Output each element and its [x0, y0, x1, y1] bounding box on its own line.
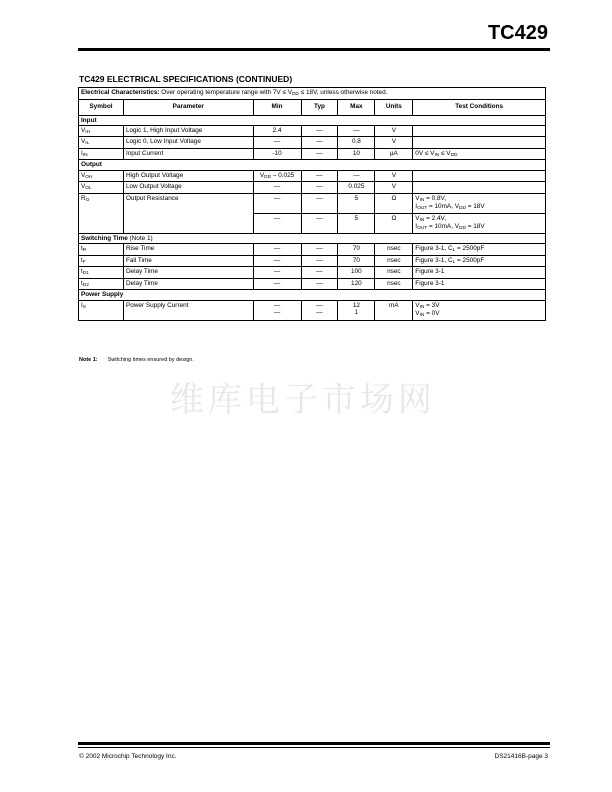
col-typ: Typ: [301, 99, 338, 115]
units-cell: V: [375, 125, 413, 137]
max-cell: 5: [338, 193, 375, 213]
parameter-cell: Output Resistance: [123, 193, 253, 233]
max-cell: —: [338, 125, 375, 137]
ec-cell: [79, 88, 546, 100]
units-cell: µA: [375, 148, 413, 160]
spec-table: [78, 87, 546, 321]
col-test-conditions: Test Conditions: [413, 99, 546, 115]
section-label: Output: [79, 160, 546, 170]
min-cell: —: [253, 244, 301, 256]
conditions-cell: $V_{IN} = 2.4V$, $I_{OUT} = 10mA$, $V_{DD} = 18V$: [413, 213, 546, 233]
units-cell: Ω: [375, 193, 413, 213]
section-title: TC429 ELECTRICAL SPECIFICATIONS (CONTINUED): [79, 74, 293, 84]
ec-row: [79, 88, 546, 100]
max-cell: 0.8: [338, 137, 375, 149]
conditions-cell: [413, 125, 546, 137]
symbol-cell: $t_F$: [79, 255, 124, 267]
section-label: Switching Time (Note 1): [79, 233, 546, 243]
symbol-cell: $R_O$: [79, 193, 124, 233]
ec-label: Electrical Characteristics:: [81, 89, 160, 96]
max-cell: 10: [338, 148, 375, 160]
typ-cell: —: [301, 267, 338, 279]
table-row: [79, 300, 546, 320]
table-row: [79, 244, 546, 256]
units-cell: nsec: [375, 244, 413, 256]
col-max: Max: [338, 99, 375, 115]
conditions-cell: Figure 3-1, $C_L = 2500pF$: [413, 255, 546, 267]
min-cell: $V_{DD} - 0.025$: [253, 170, 301, 182]
typ-cell: —: [301, 278, 338, 290]
table-row: [79, 137, 546, 149]
max-cell: —: [338, 170, 375, 182]
conditions-cell: Figure 3-1: [413, 278, 546, 290]
typ-cell: —: [301, 148, 338, 160]
min-cell: — —: [253, 300, 301, 320]
units-cell: Ω: [375, 213, 413, 233]
table-row: [79, 170, 546, 182]
header-row: [79, 99, 546, 115]
typ-cell: —: [301, 255, 338, 267]
units-cell: nsec: [375, 267, 413, 279]
parameter-cell: Delay Time: [123, 278, 253, 290]
col-units: Units: [375, 99, 413, 115]
conditions-cell: Figure 3-1, $C_L = 2500pF$: [413, 244, 546, 256]
max-cell: 12 1: [338, 300, 375, 320]
section-label: Power Supply: [79, 290, 546, 300]
section-label: Input: [79, 115, 546, 125]
min-cell: 2.4: [253, 125, 301, 137]
units-cell: nsec: [375, 255, 413, 267]
symbol-cell: $V_{OL}$: [79, 182, 124, 194]
max-cell: 120: [338, 278, 375, 290]
units-cell: mA: [375, 300, 413, 320]
parameter-cell: Logic 1, High Input Voltage: [123, 125, 253, 137]
note-text: Switching times ensured by design.: [107, 357, 194, 363]
parameter-cell: Low Output Voltage: [123, 182, 253, 194]
table-row: [79, 255, 546, 267]
units-cell: nsec: [375, 278, 413, 290]
parameter-cell: Input Current: [123, 148, 253, 160]
parameter-cell: Logic 0, Low Input Voltage: [123, 137, 253, 149]
parameter-cell: Delay Time: [123, 267, 253, 279]
typ-cell: —: [301, 244, 338, 256]
symbol-cell: $t_{D1}$: [79, 267, 124, 279]
min-cell: —: [253, 193, 301, 213]
ec-text-2: ≤ 18V, unless otherwise noted.: [298, 89, 388, 96]
section-row-switching: [79, 233, 546, 243]
symbol-cell: $t_R$: [79, 244, 124, 256]
table-row: [79, 278, 546, 290]
max-cell: 100: [338, 267, 375, 279]
symbol-cell: $I_S$: [79, 300, 124, 320]
header-rule: [78, 48, 550, 51]
ec-sub: DD: [291, 92, 299, 97]
symbol-cell: $V_{OH}$: [79, 170, 124, 182]
table-row: [79, 148, 546, 160]
col-min: Min: [253, 99, 301, 115]
max-cell: 70: [338, 244, 375, 256]
page-number: DS21416B-page 3: [494, 753, 548, 760]
parameter-cell: Rise Time: [123, 244, 253, 256]
table-row: [79, 193, 546, 213]
copyright-text: © 2002 Microchip Technology Inc.: [79, 753, 177, 760]
min-cell: —: [253, 255, 301, 267]
table-row: [79, 125, 546, 137]
conditions-cell: $0V \le V_{IN} \le V_{DD}$: [413, 148, 546, 160]
footer-rule-thick: [78, 742, 550, 745]
note-label: Note 1:: [79, 357, 98, 363]
typ-cell: —: [301, 125, 338, 137]
parameter-cell: High Output Voltage: [123, 170, 253, 182]
units-cell: V: [375, 182, 413, 194]
table-note: [79, 357, 194, 363]
col-parameter: Parameter: [123, 99, 253, 115]
max-cell: 5: [338, 213, 375, 233]
typ-cell: —: [301, 137, 338, 149]
typ-cell: —: [301, 182, 338, 194]
symbol-cell: $I_{IN}$: [79, 148, 124, 160]
max-cell: 70: [338, 255, 375, 267]
col-symbol: Symbol: [79, 99, 124, 115]
conditions-cell: Figure 3-1: [413, 267, 546, 279]
symbol-cell: $V_{IH}$: [79, 125, 124, 137]
page-header-title: TC429: [487, 22, 548, 44]
conditions-cell: [413, 182, 546, 194]
table-row: [79, 267, 546, 279]
units-cell: V: [375, 137, 413, 149]
max-cell: 0.025: [338, 182, 375, 194]
conditions-cell: [413, 137, 546, 149]
typ-cell: —: [301, 193, 338, 213]
typ-cell: — —: [301, 300, 338, 320]
section-row-power: [79, 290, 546, 300]
table-row: [79, 182, 546, 194]
min-cell: —: [253, 278, 301, 290]
symbol-cell: $t_{D2}$: [79, 278, 124, 290]
typ-cell: —: [301, 213, 338, 233]
section-row-input: [79, 115, 546, 125]
footer-rule-thin: [78, 747, 550, 748]
ec-text-1: Over operating temperature range with 7V ≤ V: [159, 89, 292, 96]
conditions-cell: $V_{IN} = 3V$ $V_{IN} = 0V$: [413, 300, 546, 320]
min-cell: —: [253, 182, 301, 194]
parameter-cell: Fall Time: [123, 255, 253, 267]
watermark-text: 维库电子市场网: [170, 380, 436, 420]
symbol-cell: $V_{IL}$: [79, 137, 124, 149]
min-cell: -10: [253, 148, 301, 160]
typ-cell: —: [301, 170, 338, 182]
min-cell: —: [253, 267, 301, 279]
units-cell: V: [375, 170, 413, 182]
conditions-cell: $V_{IN} = 0.8V$, $I_{OUT} = 10mA$, $V_{DD} = 18V$: [413, 193, 546, 213]
min-cell: —: [253, 137, 301, 149]
conditions-cell: [413, 170, 546, 182]
section-row-output: [79, 160, 546, 170]
parameter-cell: Power Supply Current: [123, 300, 253, 320]
min-cell: —: [253, 213, 301, 233]
